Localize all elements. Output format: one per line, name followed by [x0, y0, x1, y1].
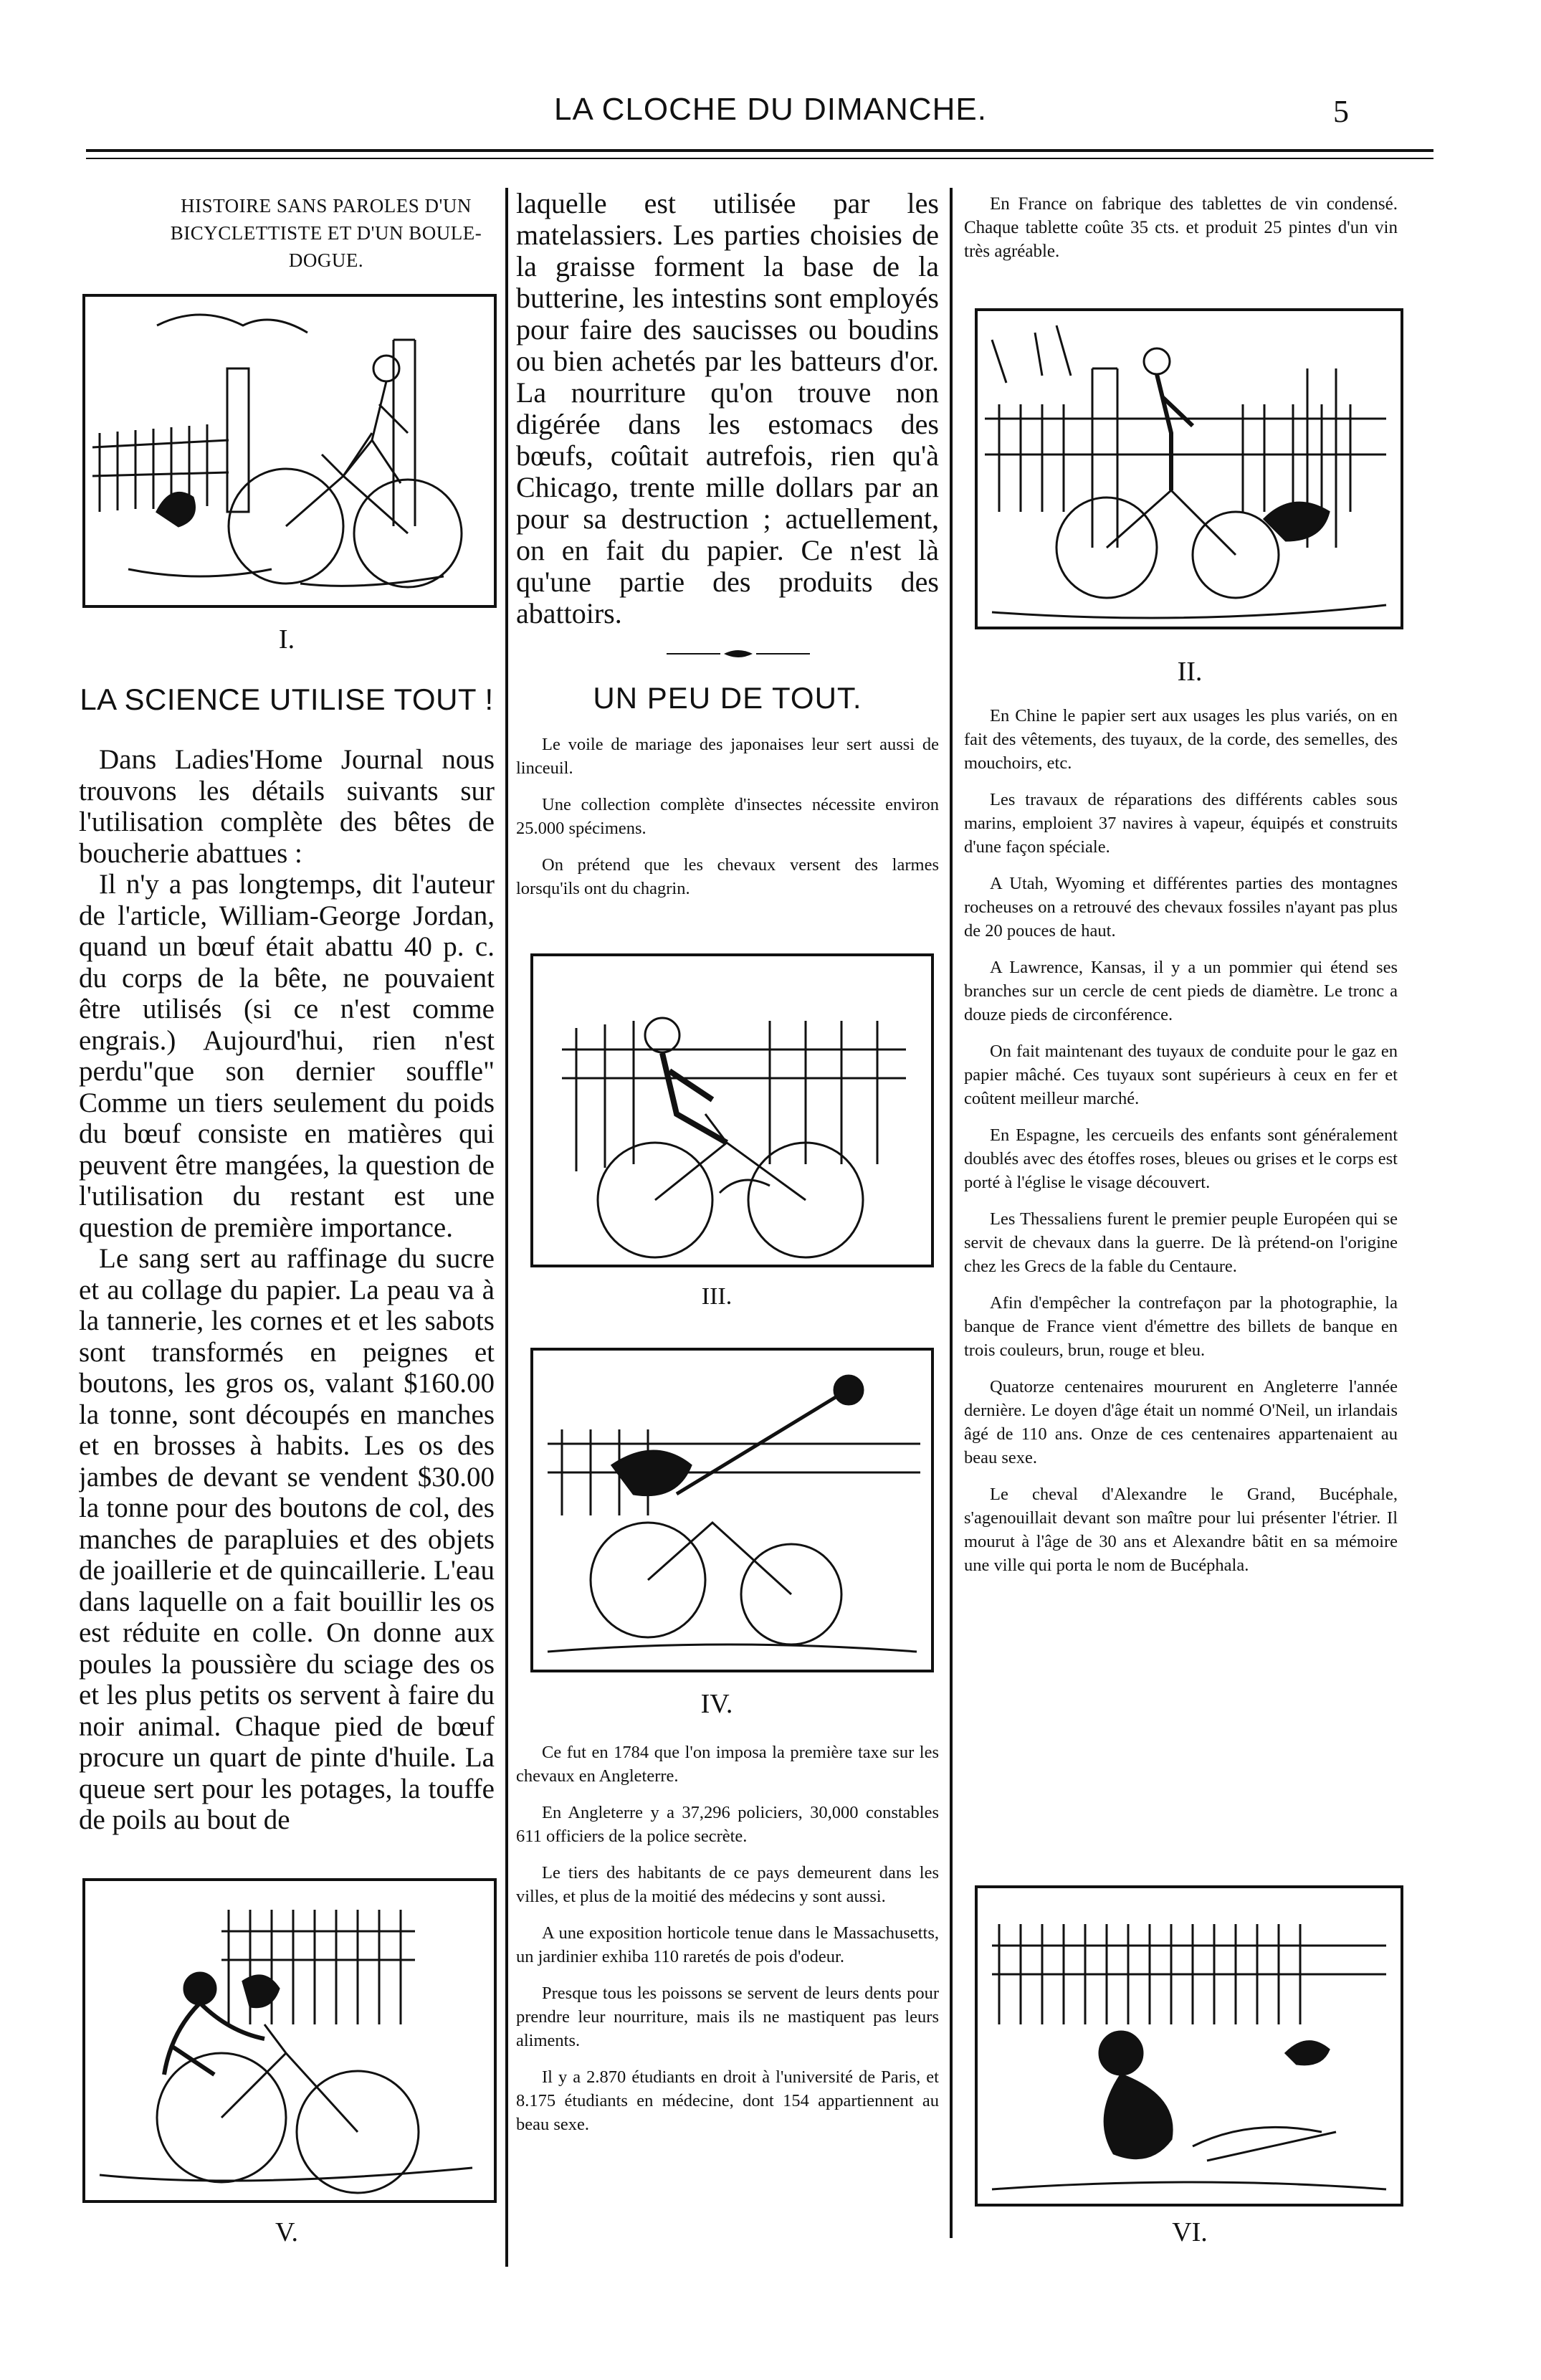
miscellany-item: Le voile de mariage des japonaises leur sert aussi de linceuil.	[516, 735, 939, 778]
comic-panel-5	[82, 1878, 497, 2203]
miscellany-item: Afin d'empêcher la contrefaçon par la photographie, la banque de France vient d'émettre des billets de banque en trois couleurs, brun, rouge et bleu.	[964, 1293, 1398, 1360]
comic-panel-4	[530, 1348, 934, 1672]
comic-panel-2	[975, 308, 1403, 629]
comic-caption-2: II.	[1177, 657, 1203, 687]
miscellany-item: A Lawrence, Kansas, il y a un pommier qui étend ses branches sur un cercle de cent pieds de diamètre. Le tronc a douze pieds de circonférence.	[964, 958, 1398, 1024]
comic-caption-3: III.	[701, 1283, 733, 1310]
wine-tablets-note	[964, 192, 1398, 285]
comic-series-title: HISTOIRE SANS PAROLES D'UN BICYCLETTISTE ET D'UN BOULE-DOGUE.	[170, 195, 482, 271]
comic-panel-6	[975, 1885, 1403, 2207]
comic-panel-5-illustration	[85, 1881, 494, 2200]
comic-caption-6: VI.	[1172, 2217, 1208, 2247]
miscellany-item: Les travaux de réparations des différents cables sous marins, emploient 37 navires à vapeur, équipés et construits d'une façon spéciale.	[964, 790, 1398, 857]
miscellany-list-b	[516, 1741, 939, 2257]
comic-panel-1-illustration	[85, 297, 494, 605]
comic-panel-3-illustration	[533, 956, 931, 1265]
article-science-body	[79, 744, 495, 1841]
comic-panel-1	[82, 294, 497, 608]
article-science-continuation	[516, 188, 939, 647]
miscellany-item: Les Thessaliens furent le premier peuple Européen qui se servit de chevaux dans la guerre. De là prétend-on l'origine chez les Grecs de la fable du Centaure.	[964, 1209, 1398, 1276]
miscellany-item: A une exposition horticole tenue dans le Massachusetts, un jardinier exhiba 110 raretés de pois d'odeur.	[516, 1923, 939, 1966]
article-paragraph: laquelle est utilisée par les matelassiers. Les parties choisies de la graisse forment la base de la butterine, les intestins sont employés pour faire des saucisses ou boudins ou bien achetés par les batteurs d'or. La nourriture qu'on trouve non digérée dans les estomacs des bœufs, coûtait autrefois, rien qu'à Chicago, trente mille dollars par an pour sa destruction ; actuellement, on en fait du papier. Ce n'est là qu'une partie des produits des abattoirs.	[516, 188, 939, 629]
miscellany-item: Une collection complète d'insectes nécessite environ 25.000 spécimens.	[516, 795, 939, 838]
miscellany-item: Quatorze centenaires moururent en Angleterre l'année dernière. Le doyen d'âge était un nommé O'Neil, un irlandais âgé de 110 ans. Onze de ces centenaires appartenaient au beau sexe.	[964, 1377, 1398, 1467]
miscellany-item: En Angleterre y a 37,296 policiers, 30,000 constables 611 officiers de la police secrète.	[516, 1803, 939, 1846]
miscellany-item: En Chine le papier sert aux usages les plus variés, on en fait des vêtements, des tuyaux, de la corde, des semelles, des mouchoirs, etc.	[964, 706, 1398, 773]
miscellany-item: Le cheval d'Alexandre le Grand, Bucéphale, s'agenouillait devant son maître pour lui présenter l'étrier. Il mourut à l'âge de 30 ans et Alexandre bâtit en sa mémoire une ville qui porta le nom de Bucéphala.	[964, 1485, 1398, 1575]
miscellany-item: En Espagne, les cercueils des enfants sont généralement doublés avec des étoffes roses, bleues ou grises et le corps est porté à l'église le visage découvert.	[964, 1125, 1398, 1192]
miscellany-item: On prétend que les chevaux versent des larmes lorsqu'ils ont du chagrin.	[516, 855, 939, 898]
comic-caption-1: I.	[278, 624, 295, 654]
article-heading-science: LA SCIENCE UTILISE TOUT !	[80, 682, 494, 716]
miscellany-list-a	[516, 733, 939, 926]
column-divider-1	[505, 188, 508, 2267]
comic-panel-4-illustration	[533, 1351, 931, 1670]
separator-ornament	[667, 647, 810, 661]
miscellany-item: Le tiers des habitants de ce pays demeurent dans les villes, et plus de la moitié des médecins y sont aussi.	[516, 1863, 939, 1906]
column-divider-2	[950, 188, 953, 2238]
miscellany-item: Ce fut en 1784 que l'on imposa la première taxe sur les chevaux en Angleterre.	[516, 1743, 939, 1786]
miscellany-list-c	[964, 704, 1398, 1894]
article-paragraph: Le sang sert au raffinage du sucre et au collage du papier. La peau va à la tannerie, les cornes et et les sabots sont transformés en peignes et boutons, les gros os, valant $160.00 la tonne, sont découpés en manches et en brosses à habits. Les os des jambes de devant se vendent $30.00 la tonne pour des boutons de col, des manches de parapluies et des objets de joaillerie et de quincaillerie. L'eau dans laquelle on a fait bouillir les os est réduite en colle. On donne aux poules la poussière du sciage des os et les plus petits os servent à faire du noir animal. Chaque pied de bœuf procure un quart de pinte d'huile. La queue sert pour les potages, la touffe de poils au bout de	[79, 1243, 495, 1835]
miscellany-item: On fait maintenant des tuyaux de conduite pour le gaz en papier mâché. Ces tuyaux sont supérieurs à ceux en fer et coûtent meilleur marché.	[964, 1042, 1398, 1108]
newspaper-title: LA CLOCHE DU DIMANCHE.	[554, 92, 987, 127]
page-number: 5	[1333, 94, 1349, 129]
comic-panel-6-illustration	[978, 1888, 1401, 2204]
header-rule-bottom	[86, 158, 1433, 159]
comic-caption-4: IV.	[700, 1689, 733, 1719]
miscellany-item: Il y a 2.870 étudiants en droit à l'université de Paris, et 8.175 étudiants en médecine, dont 154 appartiennent au beau sexe.	[516, 2067, 939, 2134]
miscellany-item: En France on fabrique des tablettes de vin condensé. Chaque tablette coûte 35 cts. et produit 25 pintes d'un vin très agréable.	[964, 194, 1398, 261]
miscellany-item: Presque tous les poissons se servent de leurs dents pour prendre leur nourriture, mais ils ne mastiquent pas leurs aliments.	[516, 1984, 939, 2050]
article-paragraph: Il n'y a pas longtemps, dit l'auteur de l'article, William-George Jordan, quand un bœuf était abattu 40 p. c. du corps de la bête, ne pouvaient être utilisés (si ce n'est comme engrais.) Aujourd'hui, rien n'est perdu"que son dernier souffle" Comme un tiers seulement du poids du bœuf consiste en matières qui peuvent être mangées, la question de l'utilisation du restant est une question de première importance.	[79, 869, 495, 1243]
comic-panel-3	[530, 953, 934, 1267]
header-rule-top	[86, 149, 1433, 152]
article-heading-un-peu-de-tout: UN PEU DE TOUT.	[593, 681, 862, 715]
article-paragraph: Dans Ladies'Home Journal nous trouvons les détails suivants sur l'utilisation complète des bêtes de boucherie abattues :	[79, 744, 495, 869]
miscellany-item: A Utah, Wyoming et différentes parties des montagnes rocheuses on a retrouvé des chevaux fossiles n'ayant pas plus de 20 pouces de haut.	[964, 874, 1398, 941]
comic-caption-5: V.	[275, 2217, 299, 2247]
comic-panel-2-illustration	[978, 311, 1401, 627]
